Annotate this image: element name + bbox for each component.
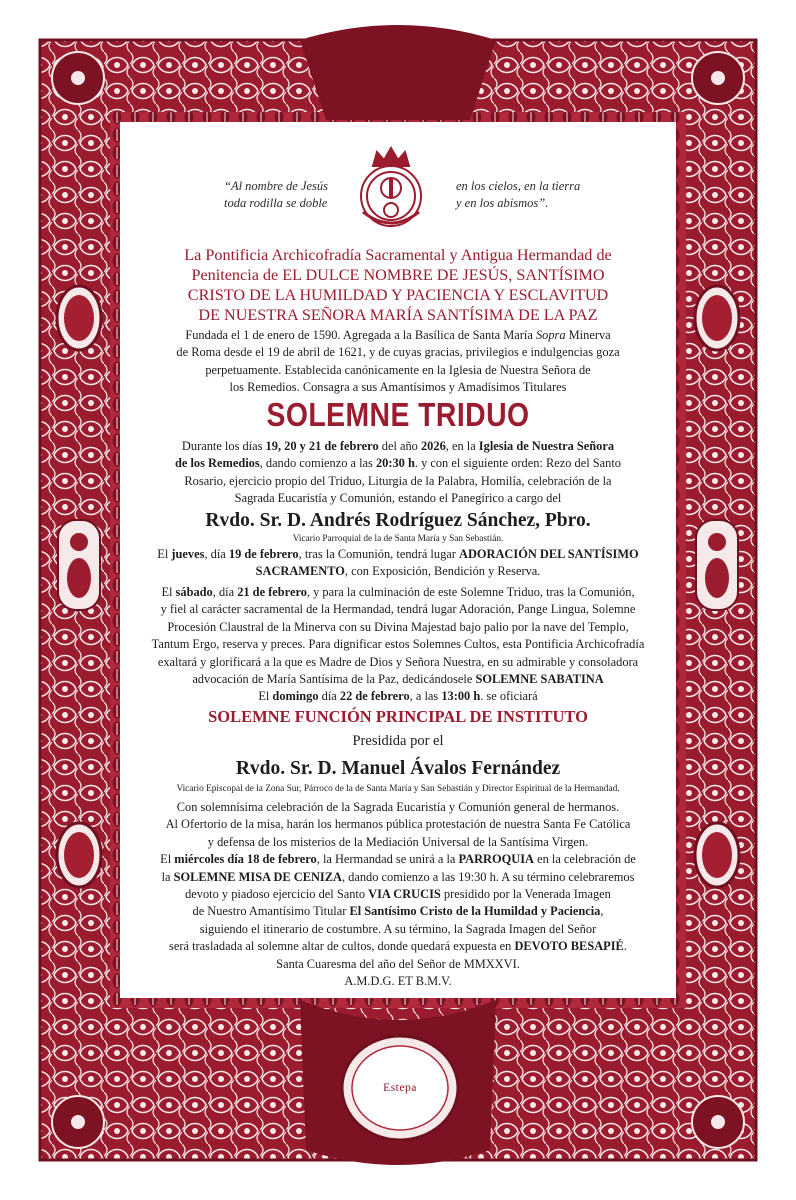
- text: , día: [204, 547, 229, 561]
- preacher-1-name: Rvdo. Sr. D. Andrés Rodríguez Sánchez, Pbro.: [205, 510, 591, 531]
- quote-right-line: en los cielos, en la tierra: [456, 179, 581, 193]
- text: de Nuestro Amantísimo Titular: [192, 904, 350, 919]
- text-bold: 19 de febrero: [228, 547, 299, 561]
- text: Con solemnísima celebración de la Sagrada Eucaristía y Comunión general de hermanos.: [176, 800, 620, 814]
- text-bold: de los Remedios: [175, 456, 260, 471]
- text: presidido por la Venerada Imagen: [440, 887, 611, 902]
- text: siguiendo el itinerario de costumbre. A su término, la Sagrada Imagen del Señor: [199, 921, 597, 936]
- text: y fiel al carácter sacramental de la Hermandad, tendrá lugar Adoración, Pange Lingua, Solemne: [160, 602, 636, 617]
- text-bold: VIA CRUCIS: [368, 887, 441, 902]
- text: en la celebración de: [534, 852, 636, 867]
- text-bold: ADORACIÓN DEL SANTÍSIMO: [459, 547, 639, 561]
- text-bold: miércoles día 18 de febrero: [174, 852, 317, 867]
- text-bold: Iglesia de Nuestra Señora: [478, 439, 615, 453]
- text: , con Exposición, Bendición y Reserva.: [344, 564, 541, 579]
- text: Durante los días: [181, 439, 266, 453]
- text: , tras la Comunión, tendrá lugar: [298, 547, 459, 561]
- town-name: Estepa: [383, 1082, 417, 1094]
- text: Procesión Claustral de la Minerva con su Divina Majestad bajo palio por la nave del Templo,: [167, 619, 629, 634]
- text: Santa Cuaresma del año del Señor de MMXXVI.: [276, 956, 520, 971]
- jueves-paragraph: [126, 546, 670, 581]
- text: de Roma desde el 19 de abril de 1621, y de cuyas gracias, privilegios e indulgencias goza: [176, 345, 620, 360]
- text: exaltará y glorificará a la que es Madre de Dios y Señora Nuestra, en su admirable y consoladora: [157, 654, 639, 669]
- text-bold: 20:30 h: [375, 456, 415, 471]
- brotherhood-line: DE NUESTRA SEÑORA MARÍA SANTÍSIMA DE LA PAZ: [198, 306, 598, 324]
- text-italic: Sopra: [535, 328, 566, 342]
- text-bold: 2026: [420, 439, 446, 453]
- text-bold: El Santísimo Cristo de la Humildad y Paciencia: [349, 904, 601, 919]
- text: Tantum Ergo, reserva y preces. Para dignificar estos Solemnes Cultos, esta Pontificia Archicofradía: [151, 637, 645, 652]
- text-bold: SOLEMNE SABATINA: [475, 672, 604, 687]
- text-bold: sábado: [175, 585, 213, 599]
- page-title: SOLEMNE TRIDUO: [266, 396, 530, 433]
- text: perpetuamente. Establecida canónicamente en la Iglesia de Nuestra Señora de: [205, 362, 591, 377]
- text: , día: [212, 585, 238, 599]
- text-bold: SOLEMNE MISA DE CENIZA: [173, 869, 342, 884]
- text: El: [258, 689, 273, 704]
- text: día: [318, 689, 340, 704]
- text: Al Ofertorio de la misa, harán los hermanos pública protestación de nuestra Santa Fe Católica: [165, 817, 631, 832]
- brotherhood-seal: [343, 140, 439, 236]
- text: , dando comienzo a las: [259, 456, 376, 471]
- brotherhood-line: Penitencia de EL DULCE NOMBRE DE JESÚS, SANTÍSIMO: [191, 266, 605, 284]
- text: ,: [600, 904, 604, 919]
- brotherhood-line: La Pontificia Archicofradía Sacramental y Antigua Hermandad de: [184, 246, 612, 264]
- text: , a las: [409, 689, 442, 704]
- text: El: [160, 852, 175, 867]
- text: .: [623, 939, 627, 954]
- quote-right-line: y en los abismos”.: [456, 196, 549, 210]
- sabado-paragraph: [126, 584, 670, 706]
- amdg-motto: A.M.D.G. ET B.M.V.: [344, 974, 452, 989]
- text: los Remedios. Consagra a sus Amantísimos y Amadísimos Titulares: [229, 380, 567, 395]
- text: devoto y piadoso ejercicio del Santo: [185, 887, 369, 902]
- text-bold: jueves: [171, 547, 205, 561]
- text: Sagrada Eucaristía y Comunión, estando el Panegírico a cargo del: [234, 491, 562, 506]
- quote-left-line: toda rodilla se doble: [224, 196, 328, 210]
- text: , dando comienzo a las 19:30 h. A su término celebraremos: [341, 869, 635, 884]
- text-bold: domingo: [272, 689, 319, 704]
- text: El: [161, 585, 176, 599]
- text-bold: SACRAMENTO: [255, 564, 345, 579]
- text: la: [161, 869, 174, 884]
- function-title: SOLEMNE FUNCIÓN PRINCIPAL DE INSTITUTO: [208, 707, 588, 726]
- text: será trasladada al solemne altar de cultos, donde quedará expuesta en: [169, 939, 515, 954]
- text: , y para la culminación de este Solemne Triduo, tras la Comunión,: [306, 585, 635, 599]
- text: advocación de María Santísima de la Paz, dedicándosele: [192, 672, 476, 687]
- text: . se oficiará: [480, 689, 538, 704]
- text: y defensa de los misterios de la Mediación Universal de la Santísima Virgen.: [207, 834, 589, 849]
- brotherhood-name: [140, 245, 656, 325]
- text: . y con el siguiente orden: Rezo del Santo: [414, 456, 621, 471]
- quote-right: [456, 178, 580, 212]
- text: , en la: [445, 439, 479, 453]
- text: del año: [378, 439, 421, 453]
- text-bold: 13:00 h: [441, 689, 481, 704]
- brotherhood-line: CRISTO DE LA HUMILDAD Y PACIENCIA Y ESCLAVITUD: [187, 286, 609, 304]
- triduo-paragraph: [126, 438, 670, 508]
- preacher-2-name: Rvdo. Sr. D. Manuel Ávalos Fernández: [235, 758, 561, 779]
- text-bold: DEVOTO BESAPIÉ: [514, 939, 624, 954]
- preacher-1-title: Vicario Parroquial de la de Santa María y San Sebastián.: [292, 534, 504, 544]
- text: , la Hermandad se unirá a la: [316, 852, 459, 867]
- presidida-label: Presidida por el: [352, 733, 444, 749]
- closing-paragraph: [126, 799, 670, 990]
- quote-left-line: “Al nombre de Jesús: [224, 179, 329, 193]
- text-bold: 19, 20 y 21 de febrero: [265, 439, 379, 453]
- text-bold: PARROQUIA: [458, 852, 534, 867]
- text: Rosario, ejercicio propio del Triduo, Liturgia de la Palabra, Homilía, celebración de la: [184, 473, 612, 488]
- text: Fundada el 1 de enero de 1590. Agregada a la Basílica de Santa María: [185, 328, 536, 342]
- text-bold: 21 de febrero: [237, 585, 307, 599]
- text: Minerva: [565, 328, 611, 342]
- quote-left: [224, 178, 328, 212]
- founding-paragraph: [130, 327, 666, 397]
- text-bold: 22 de febrero: [339, 689, 410, 704]
- text: El: [157, 547, 172, 561]
- preacher-2-title: Vicario Episcopal de la Zona Sur, Párroco de la de Santa María y San Sebastián y Director Espiritual de la Hermandad.: [176, 784, 620, 794]
